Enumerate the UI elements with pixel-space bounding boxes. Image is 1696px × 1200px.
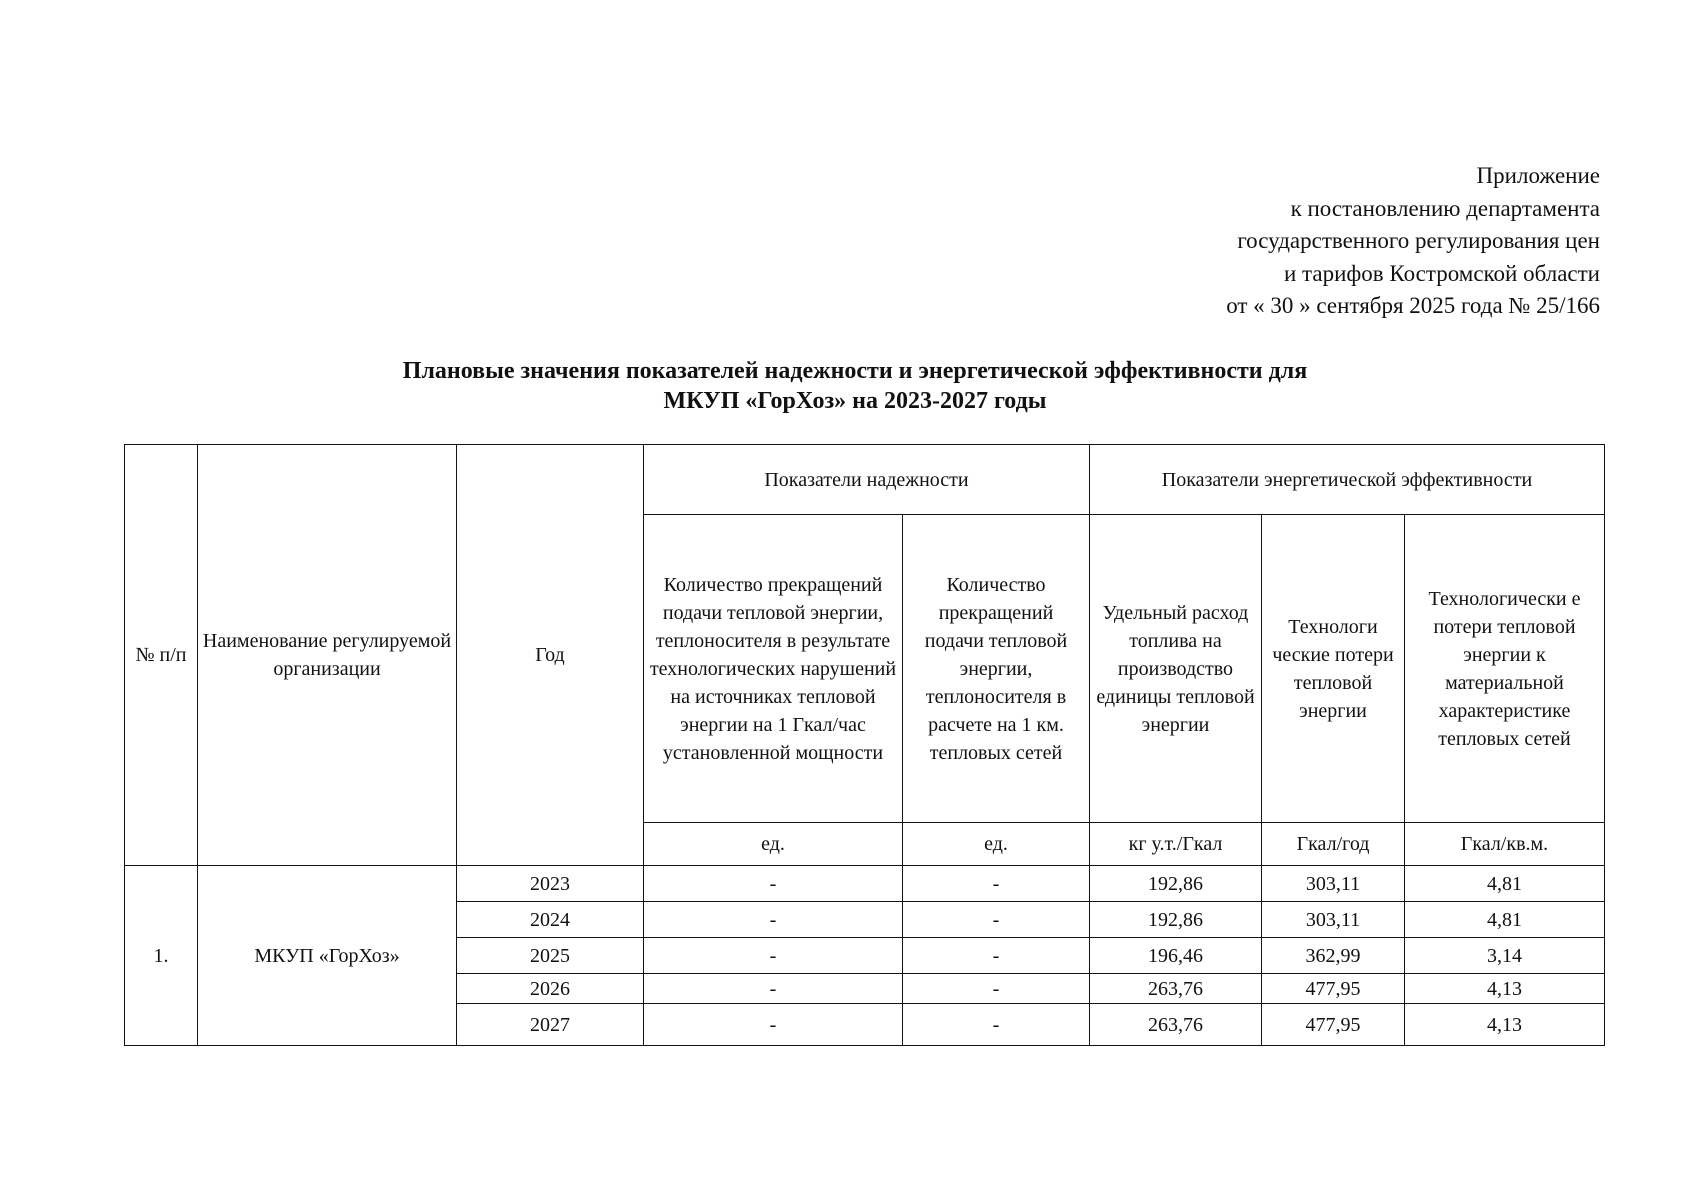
header-col-e1: Удельный расход топлива на производство единицы тепловой энергии xyxy=(1090,515,1262,823)
header-num: № п/п xyxy=(125,445,198,866)
cell-r2: - xyxy=(903,974,1090,1004)
document-title xyxy=(0,356,1696,416)
cell-year: 2025 xyxy=(457,938,644,974)
appendix-block xyxy=(1226,160,1600,323)
cell-e2: 477,95 xyxy=(1262,974,1405,1004)
cell-e1: 196,46 xyxy=(1090,938,1262,974)
cell-r1: - xyxy=(644,938,903,974)
cell-year: 2027 xyxy=(457,1004,644,1046)
org-num: 1. xyxy=(125,866,198,1046)
title-line-2: МКУП «ГорХоз» на 2023-2027 годы xyxy=(663,388,1047,414)
cell-e1: 192,86 xyxy=(1090,866,1262,902)
appendix-line: от « 30 » сентября 2025 года № 25/166 xyxy=(1226,293,1600,318)
cell-e2: 303,11 xyxy=(1262,902,1405,938)
cell-r2: - xyxy=(903,1004,1090,1046)
org-name: МКУП «ГорХоз» xyxy=(198,866,457,1046)
header-col-e2: Технологи ческие потери тепловой энергии xyxy=(1262,515,1405,823)
cell-e3: 4,81 xyxy=(1405,902,1605,938)
cell-e3: 4,81 xyxy=(1405,866,1605,902)
cell-e2: 303,11 xyxy=(1262,866,1405,902)
cell-r2: - xyxy=(903,938,1090,974)
unit-e1: кг у.т./Гкал xyxy=(1090,823,1262,866)
appendix-line: Приложение xyxy=(1476,163,1600,188)
cell-r2: - xyxy=(903,902,1090,938)
cell-e2: 477,95 xyxy=(1262,1004,1405,1046)
cell-r1: - xyxy=(644,974,903,1004)
unit-r2: ед. xyxy=(903,823,1090,866)
cell-e1: 263,76 xyxy=(1090,974,1262,1004)
header-year: Год xyxy=(457,445,644,866)
cell-e1: 263,76 xyxy=(1090,1004,1262,1046)
cell-e1: 192,86 xyxy=(1090,902,1262,938)
table-row xyxy=(125,866,1605,902)
unit-e2: Гкал/год xyxy=(1262,823,1405,866)
header-group-efficiency: Показатели энергетической эффективности xyxy=(1090,445,1605,515)
cell-e3: 4,13 xyxy=(1405,1004,1605,1046)
cell-year: 2024 xyxy=(457,902,644,938)
unit-e3: Гкал/кв.м. xyxy=(1405,823,1605,866)
cell-r2: - xyxy=(903,866,1090,902)
cell-e3: 3,14 xyxy=(1405,938,1605,974)
cell-r1: - xyxy=(644,866,903,902)
appendix-line: государственного регулирования цен xyxy=(1237,228,1600,253)
header-group-reliability: Показатели надежности xyxy=(644,445,1090,515)
header-org: Наименование регулируемой организации xyxy=(198,445,457,866)
cell-e3: 4,13 xyxy=(1405,974,1605,1004)
cell-r1: - xyxy=(644,902,903,938)
cell-e2: 362,99 xyxy=(1262,938,1405,974)
appendix-line: к постановлению департамента xyxy=(1290,195,1600,221)
cell-r1: - xyxy=(644,1004,903,1046)
header-col-r2: Количество прекращений подачи тепловой энергии, теплоносителя в расчете на 1 км. тепловых сетей xyxy=(903,515,1090,823)
cell-year: 2026 xyxy=(457,974,644,1004)
appendix-line: и тарифов Костромской области xyxy=(1283,260,1600,286)
unit-r1: ед. xyxy=(644,823,903,866)
title-line-1: Плановые значения показателей надежности и энергетической эффективности для xyxy=(402,358,1308,384)
cell-year: 2023 xyxy=(457,866,644,902)
header-col-e3: Технологически е потери тепловой энергии к материальной характеристике тепловых сетей xyxy=(1405,515,1605,823)
header-col-r1: Количество прекращений подачи тепловой энергии, теплоносителя в результате технологических нарушений на источниках тепловой энергии на 1 Гкал/час установленной мощности xyxy=(644,515,903,823)
indicators-table xyxy=(124,444,1605,1046)
